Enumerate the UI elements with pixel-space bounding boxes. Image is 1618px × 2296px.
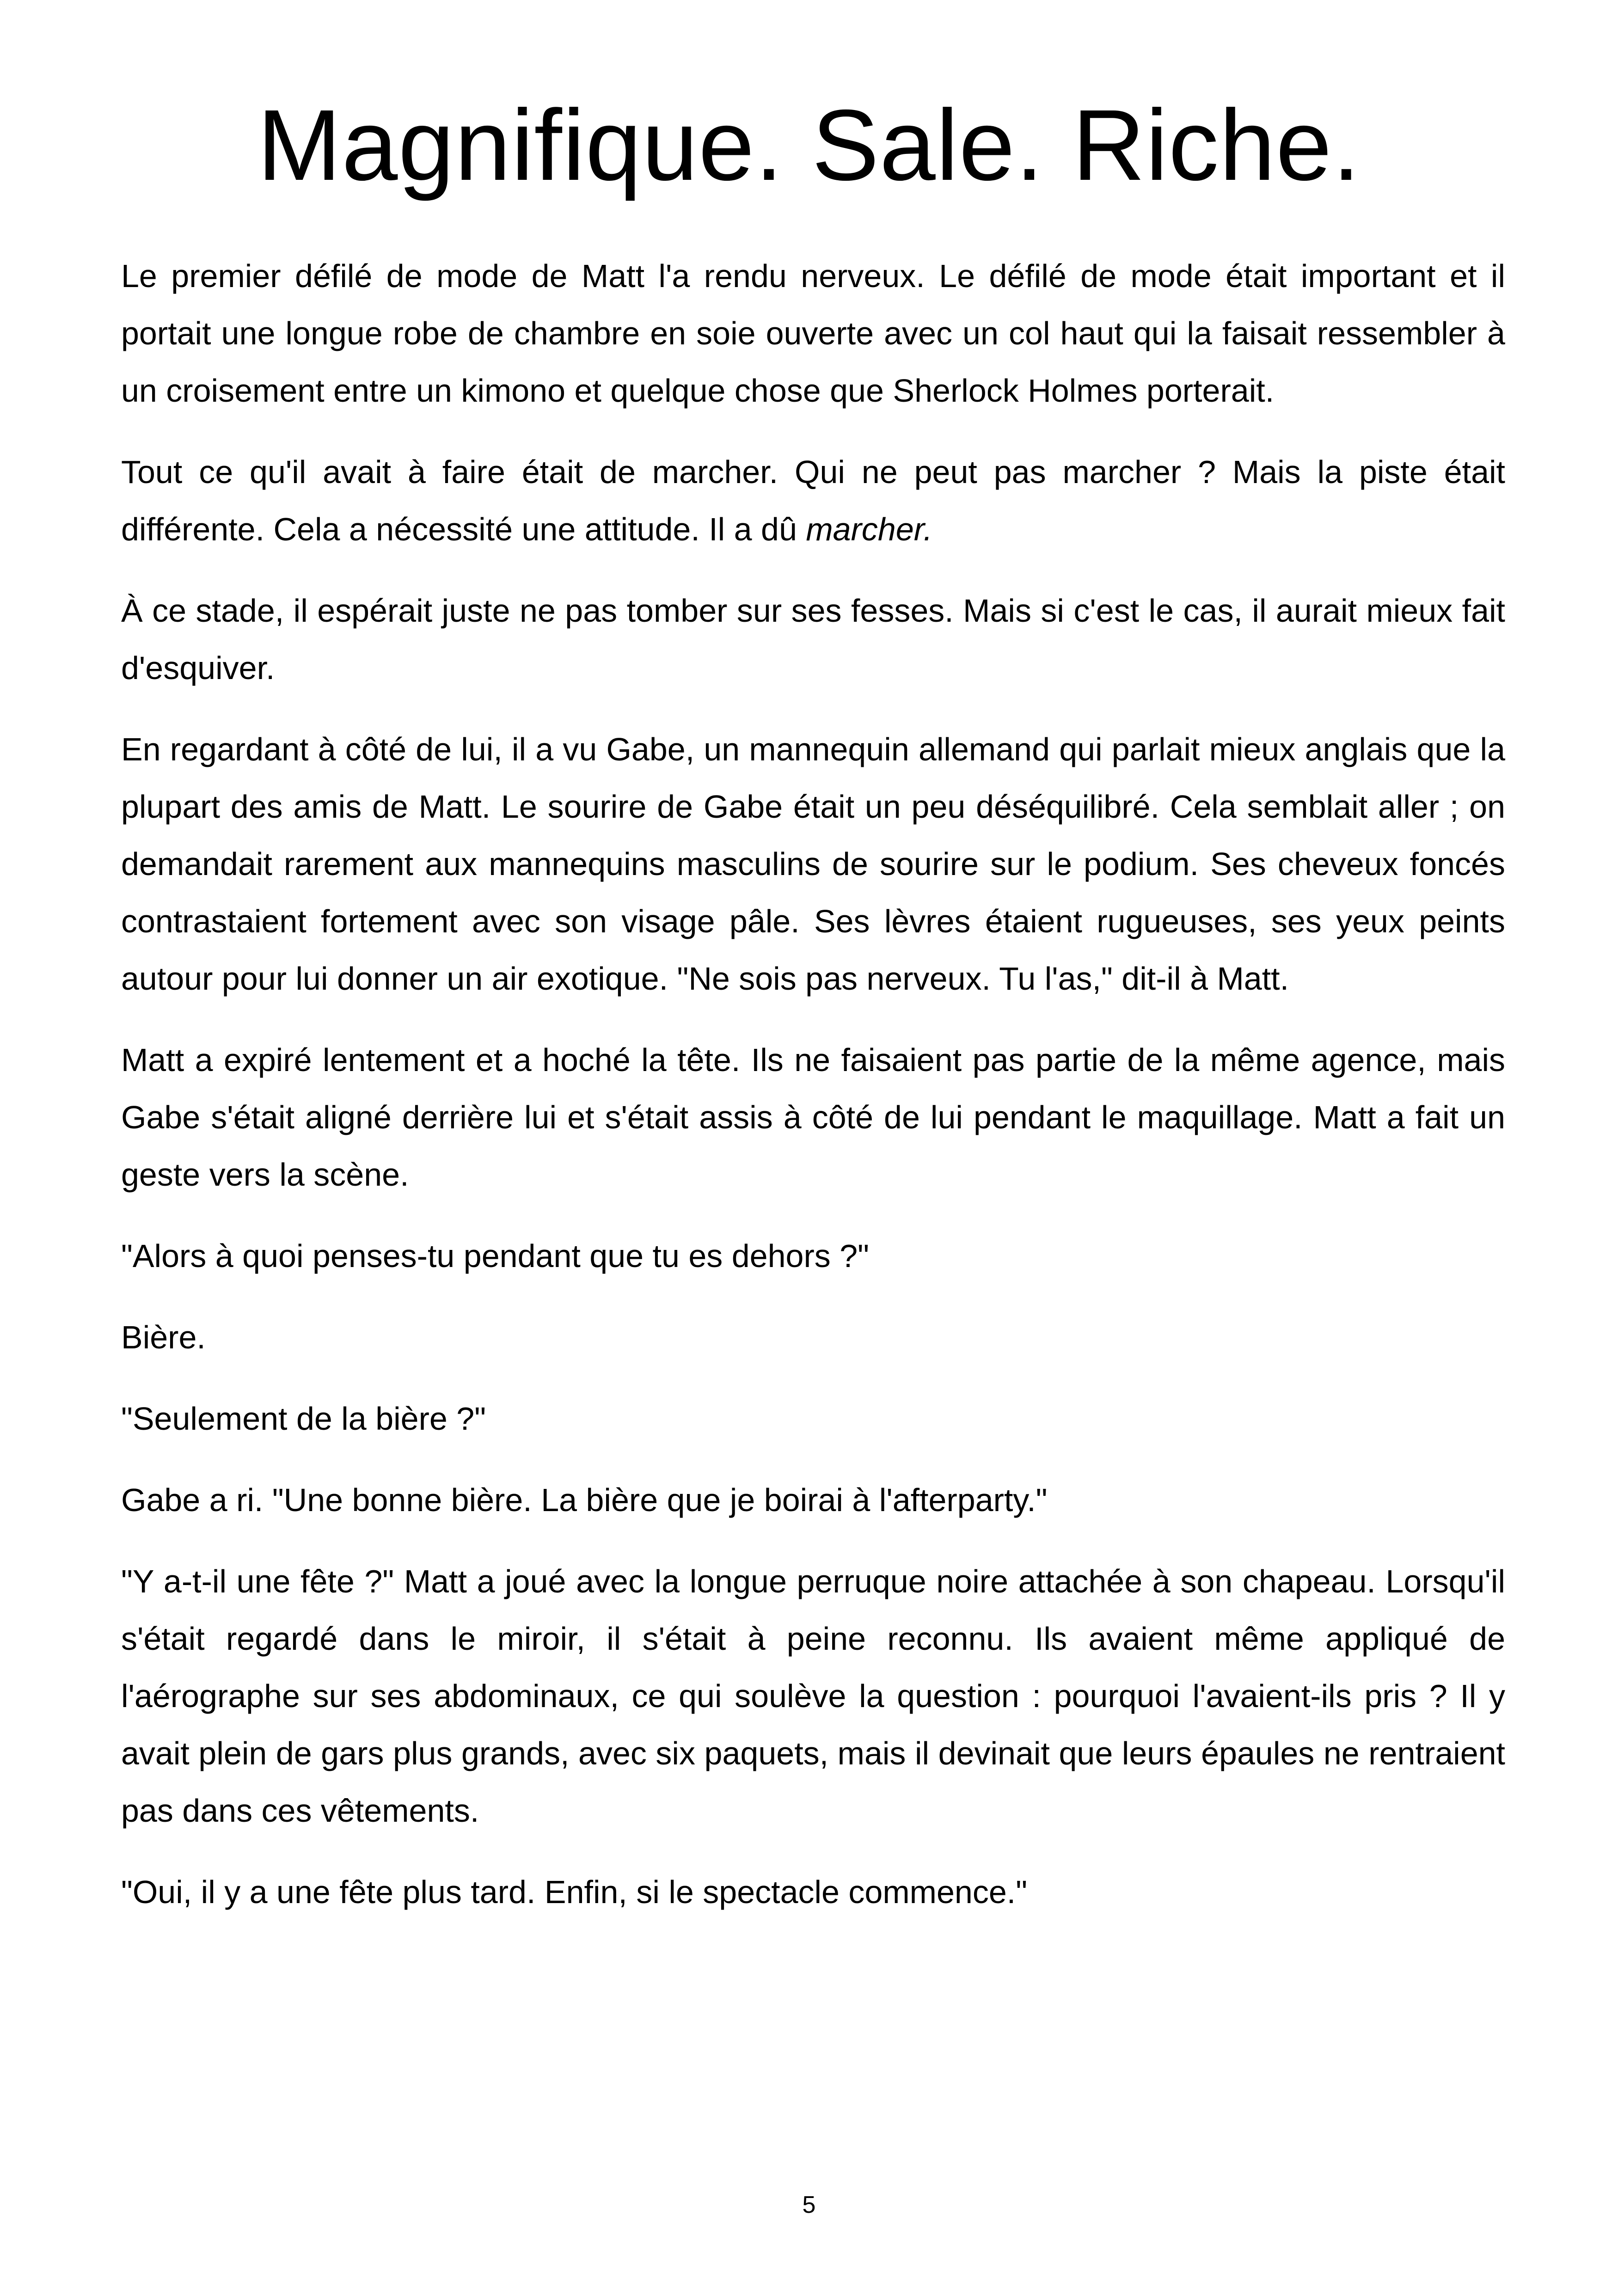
paragraph-8: "Seulement de la bière ?" xyxy=(121,1401,486,1437)
paragraph-1: Le premier défilé de mode de Matt l'a rendu nerveux. Le défilé de mode était important et il portait une longue robe de chambre en soie ouverte avec un col haut qui la faisait ressembler à un croisement entre un kimono et quelque chose que Sherlock Holmes porterait. xyxy=(121,258,1505,409)
paragraph-2-italic-word: marcher. xyxy=(806,511,932,547)
chapter-body xyxy=(121,247,1505,1945)
chapter-title: Magnifique. Sale. Riche. xyxy=(257,89,1361,202)
paragraph-6: "Alors à quoi penses-tu pendant que tu es dehors ?" xyxy=(121,1238,869,1274)
paragraph-7: Bière. xyxy=(121,1319,206,1355)
paragraph-9: Gabe a ri. "Une bonne bière. La bière que je boirai à l'afterparty." xyxy=(121,1482,1048,1518)
paragraph-10: "Y a-t-il une fête ?" Matt a joué avec la longue perruque noire attachée à son chapeau. Lorsqu'il s'était regardé dans le miroir, il s'était à peine reconnu. Ils avaient même appliqué de l'aérographe sur ses abdominaux, ce qui soulève la question : pourquoi l'avaient-ils pris ? Il y avait plein de gars plus grands, avec six paquets, mais il devinait que leurs épaules ne rentraient pas dans ces vêtements. xyxy=(121,1563,1505,1829)
page-number: 5 xyxy=(802,2192,816,2218)
paragraph-4: En regardant à côté de lui, il a vu Gabe, un mannequin allemand qui parlait mieux anglais que la plupart des amis de Matt. Le sourire de Gabe était un peu déséquilibré. Cela semblait aller ; on demandait rarement aux mannequins masculins de sourire sur le podium. Ses cheveux foncés contrastaient fortement avec son visage pâle. Ses lèvres étaient rugueuses, ses yeux peints autour pour lui donner un air exotique. "Ne sois pas nerveux. Tu l'as," dit-il à Matt. xyxy=(121,731,1505,997)
paragraph-11: "Oui, il y a une fête plus tard. Enfin, si le spectacle commence." xyxy=(121,1874,1028,1910)
paragraph-2 xyxy=(121,443,1505,558)
paragraph-2-text: Tout ce qu'il avait à faire était de marcher. Qui ne peut pas marcher ? Mais la piste était différente. Cela a nécessité une attitude. Il a dû xyxy=(121,454,1505,547)
paragraph-3: À ce stade, il espérait juste ne pas tomber sur ses fesses. Mais si c'est le cas, il aurait mieux fait d'esquiver. xyxy=(121,593,1505,686)
paragraph-5: Matt a expiré lentement et a hoché la tête. Ils ne faisaient pas partie de la même agence, mais Gabe s'était aligné derrière lui et s'était assis à côté de lui pendant le maquillage. Matt a fait un geste vers la scène. xyxy=(121,1042,1505,1193)
